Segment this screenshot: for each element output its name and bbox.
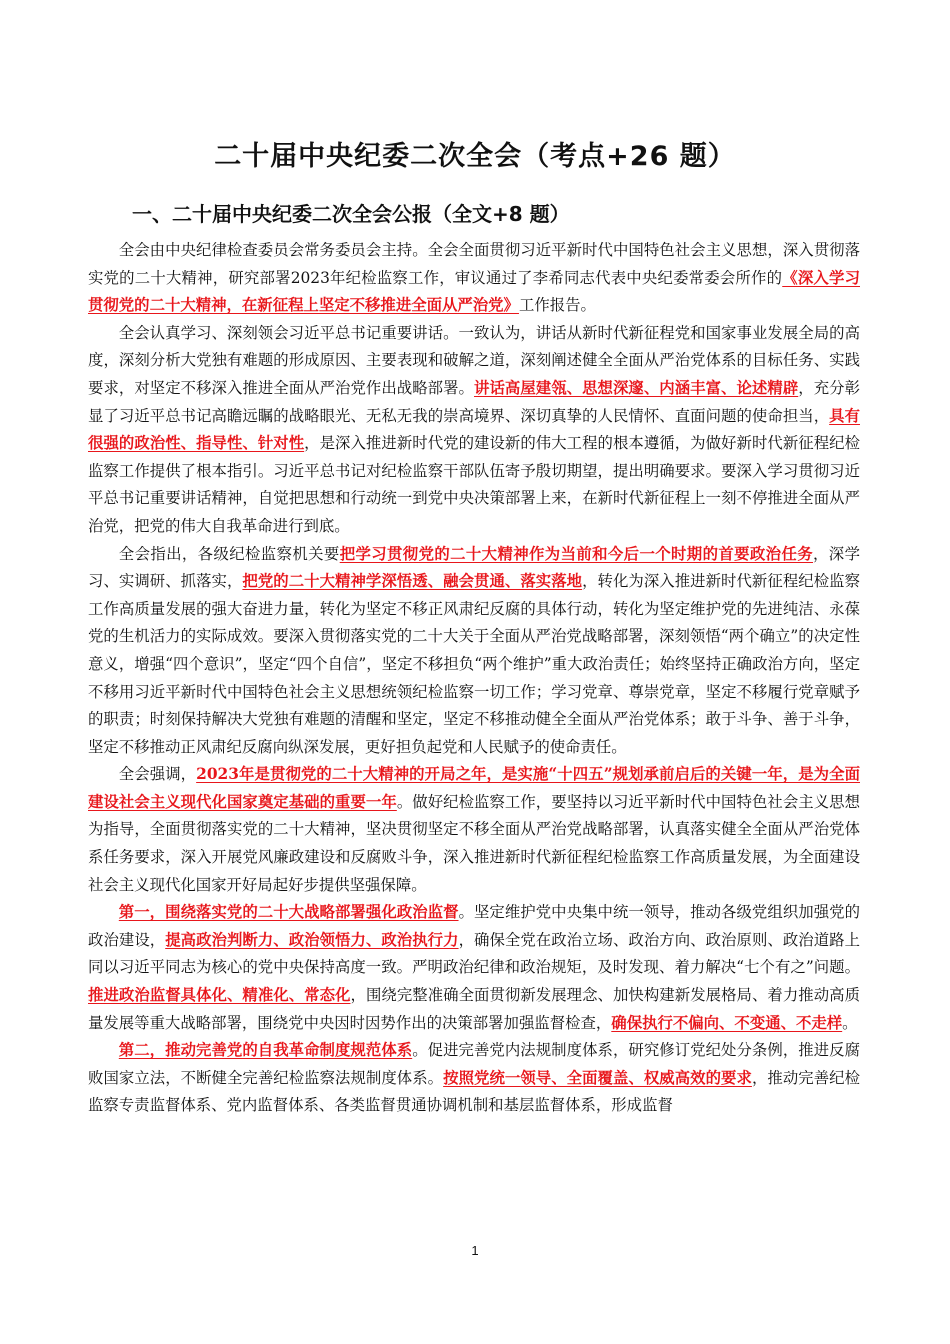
highlighted-text: 确保执行不偏向、不变通、不走样 bbox=[611, 1013, 843, 1032]
text-run: ，充分彰显了习近平总书记高瞻远瞩的战略眼光、无私无我的崇高境界、深切真挚的人民情怀、直面问题的使命担当， bbox=[88, 378, 860, 425]
highlighted-text: 推进政治监督具体化、精准化、常态化 bbox=[88, 986, 351, 1005]
text-run: 全会强调， bbox=[118, 765, 197, 784]
highlighted-text: 提高政治判断力、政治领悟力、政治执行力 bbox=[165, 930, 459, 949]
section-heading: 一、二十届中央纪委二次全会公报（全文+8 题） bbox=[132, 202, 570, 226]
text-run: ，是深入推进新时代党的建设新的伟大工程的根本遵循，为做好新时代新征程纪检监察工作提供了根本指引。习近平总书记对纪检监察干部队伍寄予殷切期望，提出明确要求。要深入学习贯彻习近平总书记重要讲话精神，自觉把思想和行动统一到党中央决策部署上来，在新时代新征程上一刻不停推进全面从严治党，把党的伟大自我革命进行到底。 bbox=[88, 434, 860, 535]
highlighted-text: 把学习贯彻党的二十大精神作为当前和今后一个时期的首要政治任务 bbox=[339, 544, 814, 563]
paragraph-2 bbox=[88, 320, 860, 541]
paragraph-1 bbox=[88, 237, 860, 320]
highlighted-text: 具有很强的政治性、指导性、针对性 bbox=[88, 406, 860, 453]
paragraph-4 bbox=[88, 761, 860, 899]
text-run: ，推动完善纪检监察专责监督体系、党内监督体系、各类监督贯通协调机制和基层监督体系，形成监督 bbox=[88, 1068, 860, 1115]
text-run: ，确保全党在政治立场、政治方向、政治原则、政治道路上同以习近平同志为核心的党中央保持高度一致。严明政治纪律和政治规矩，及时发现、着力解决“七个有之”问题。 bbox=[88, 930, 860, 977]
highlighted-text: 讲话高屋建瓴、思想深邃、内涵丰富、论述精辟 bbox=[474, 378, 799, 397]
document-body bbox=[88, 237, 860, 1120]
highlighted-text: 把党的二十大精神学深悟透、融会贯通、落实落地 bbox=[242, 572, 583, 591]
highlighted-text: 《深入学习贯彻党的二十大精神，在新征程上坚定不移推进全面从严治党》 bbox=[88, 268, 860, 315]
text-run: 全会认真学习、深刻领会习近平总书记重要讲话。一致认为，讲话从新时代新征程党和国家事业发展全局的高度，深刻分析大党独有难题的形成原因、主要表现和破解之道，深刻阐述健全全面从严治党体系的目标任务、实践要求，对坚定不移深入推进全面从严治党作出战略部署。 bbox=[88, 323, 860, 397]
text-run: 全会指出，各级纪检监察机关要 bbox=[118, 544, 340, 563]
page-title: 二十届中央纪委二次全会（考点+26 题） bbox=[214, 141, 736, 172]
paragraph-3 bbox=[88, 541, 860, 762]
text-run: ，转化为深入推进新时代新征程纪检监察工作高质量发展的强大奋进力量，转化为坚定不移正风肃纪反腐的具体行动，转化为坚定维护党的先进纯洁、永葆党的生机活力的实际成效。要深入贯彻落实党的二十大关于全面从严治党战略部署，深刻领悟“两个确立”的决定性意义，增强“四个意识”，坚定“四个自信”，坚定不移担负“两个维护”重大政治责任；始终坚持正确政治方向，坚定不移用习近平新时代中国特色社会主义思想统领纪检监察一切工作；学习党章、尊崇党章，坚定不移履行党章赋予的职责；时刻保持解决大党独有难题的清醒和坚定，坚定不移推动健全全面从严治党体系；敢于斗争、善于斗争，坚定不移推动正风肃纪反腐向纵深发展，更好担负起党和人民赋予的使命责任。 bbox=[88, 572, 860, 756]
text-run: 工作报告。 bbox=[518, 296, 596, 315]
highlighted-text: 第二，推动完善党的自我革命制度规范体系 bbox=[118, 1041, 413, 1060]
paragraph-6 bbox=[88, 1037, 860, 1120]
text-run: 。坚定维护党中央集中统一领导，推动各级党组织加强党的政治建设， bbox=[88, 903, 860, 949]
highlighted-text: 按照党统一领导、全面覆盖、权威高效的要求 bbox=[443, 1068, 752, 1087]
highlighted-text: 2023年是贯彻党的二十大精神的开局之年，是实施“十四五”规划承前启后的关键一年，是为全面建设社会主义现代化国家奠定基础的重要一年 bbox=[88, 765, 860, 811]
text-run: ，深学习、实调研、抓落实， bbox=[88, 544, 860, 591]
text-run: ，围绕完整准确全面贯彻新发展理念、加快构建新发展格局、着力推动高质量发展等重大战略部署，围绕党中央因时因势作出的决策部署加强监督检查， bbox=[88, 986, 860, 1032]
text-run: 。 bbox=[842, 1013, 858, 1032]
highlighted-text: 第一，围绕落实党的二十大战略部署强化政治监督 bbox=[118, 903, 459, 922]
text-run: 。促进完善党内法规制度体系，研究修订党纪处分条例，推进反腐败国家立法，不断健全完善纪检监察法规制度体系。 bbox=[88, 1041, 860, 1087]
text-run: 全会由中央纪律检查委员会常务委员会主持。全会全面贯彻习近平新时代中国特色社会主义思想，深入贯彻落实党的二十大精神，研究部署2023年纪检监察工作，审议通过了李希同志代表中央纪委常委会所作的 bbox=[88, 241, 860, 287]
text-run: 。做好纪检监察工作，要坚持以习近平新时代中国特色社会主义思想为指导，全面贯彻落实党的二十大精神，坚决贯彻坚定不移全面从严治党战略部署，认真落实健全全面从严治党体系任务要求，深入开展党风廉政建设和反腐败斗争，深入推进新时代新征程纪检监察工作高质量发展，为全面建设社会主义现代化国家开好局起好步提供坚强保障。 bbox=[88, 792, 860, 894]
paragraph-5 bbox=[88, 899, 860, 1037]
page-number: 1 bbox=[471, 1243, 479, 1258]
